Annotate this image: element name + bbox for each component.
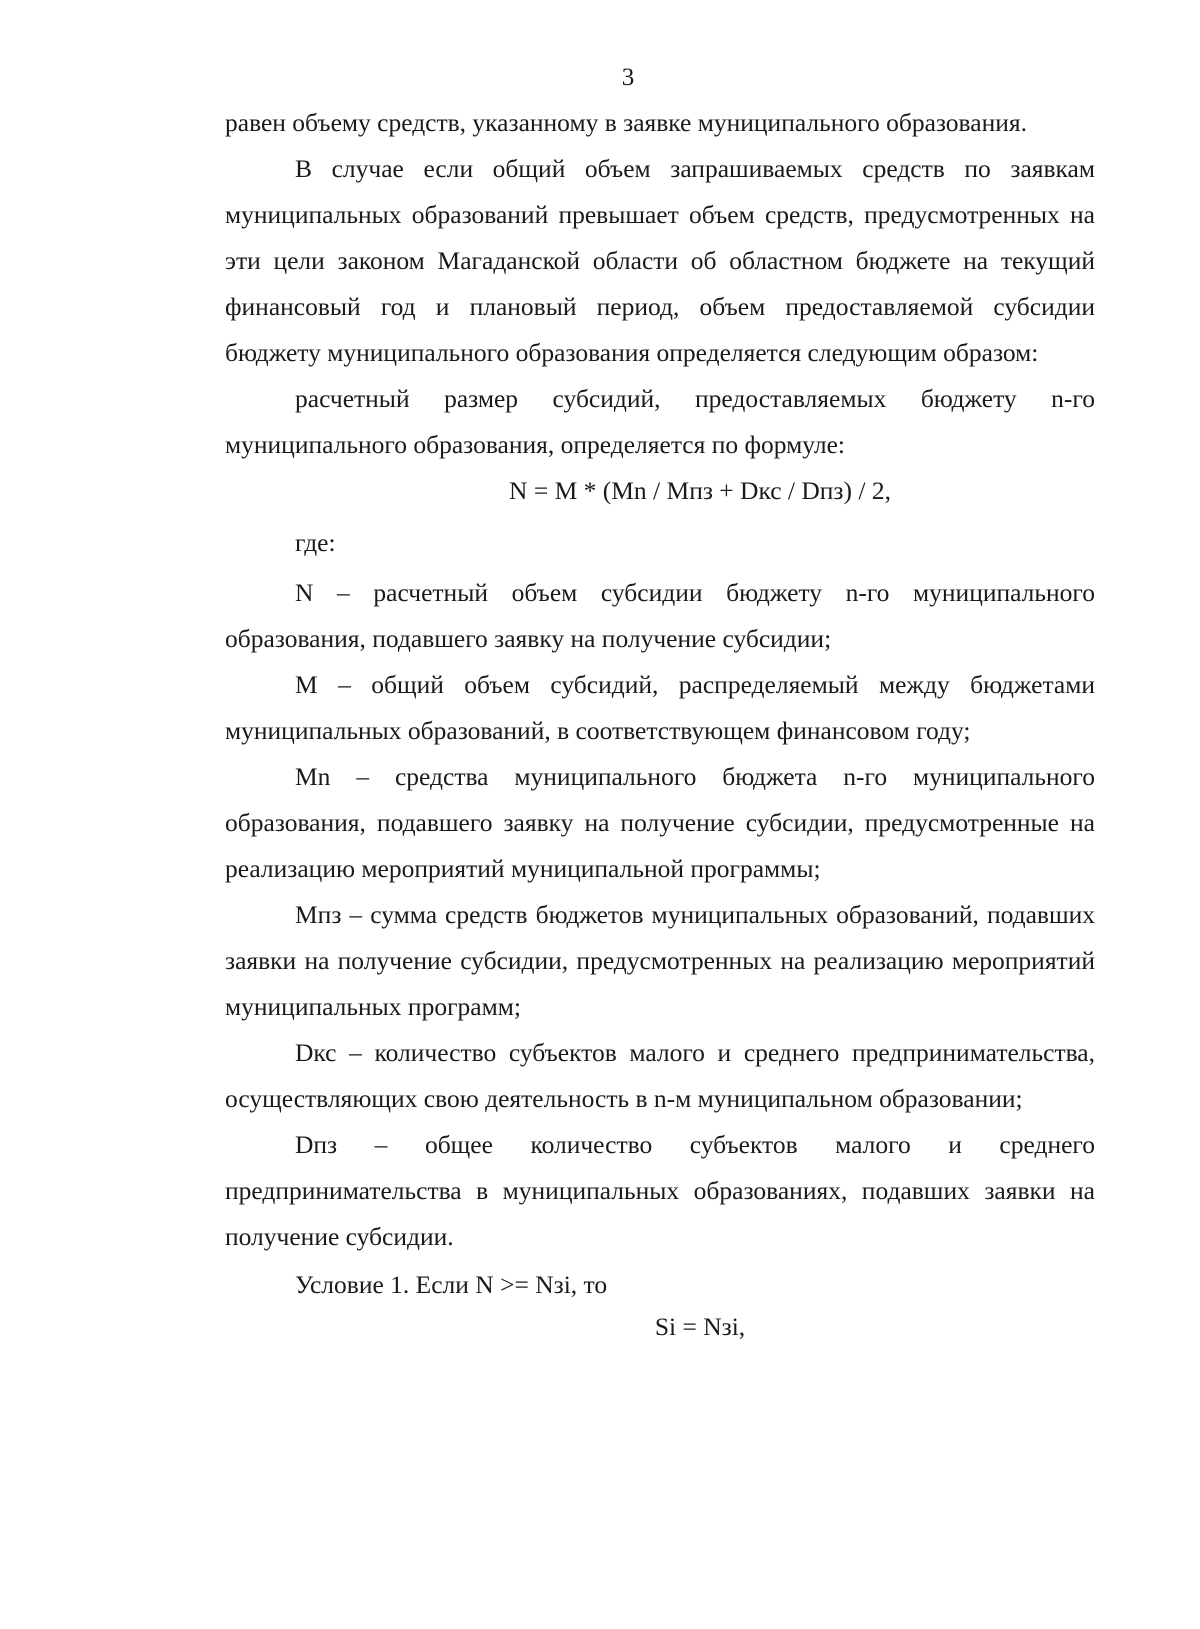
paragraph-overflow-case: В случае если общий объем запрашиваемых средств по заявкам муниципальных образований превышает объем средств, предусмотренных на эти цели законом Магаданской области об областном бюджете на текущий финансовый год и плановый период, объем предоставляемой субсидии бюджету муниципального образования определяется следующим образом: — [225, 154, 1095, 367]
paragraph-continuation: равен объему средств, указанному в заявке муниципального образования. — [225, 108, 1027, 137]
document-body — [225, 100, 1095, 1350]
definition-mpz: Mпз – сумма средств бюджетов муниципальных образований, подавших заявки на получение субсидии, предусмотренных на реализацию мероприятий муниципальных программ; — [225, 900, 1095, 1021]
condition-1: Условие 1. Если N >= Nзi, то — [295, 1270, 608, 1299]
definition-dpz: Dпз – общее количество субъектов малого и среднего предпринимательства в муниципальных образованиях, подавших заявки на получение субсидии. — [225, 1130, 1095, 1251]
definition-dks: Dкс – количество субъектов малого и среднего предпринимательства, осуществляющих свою деятельность в n-м муниципальном образовании; — [225, 1038, 1095, 1113]
definition-m: M – общий объем субсидий, распределяемый между бюджетами муниципальных образований, в соответствующем финансовом году; — [225, 670, 1095, 745]
formula-si: Si = Nзi, — [654, 1312, 746, 1341]
definition-mn: Mn – средства муниципального бюджета n-го муниципального образования, подавшего заявку на получение субсидии, предусмотренные на реализацию мероприятий муниципальной программы; — [225, 762, 1095, 883]
page-number: 3 — [621, 64, 635, 91]
definition-n: N – расчетный объем субсидии бюджету n-го муниципального образования, подавшего заявку на получение субсидии; — [225, 578, 1095, 653]
formula-subsidy-size: N = M * (Mn / Mпз + Dкс / Dпз) / 2, — [509, 476, 891, 505]
where-label: где: — [295, 528, 336, 557]
paragraph-formula-intro: расчетный размер субсидий, предоставляемых бюджету n-го муниципального образования, определяется по формуле: — [225, 384, 1095, 459]
